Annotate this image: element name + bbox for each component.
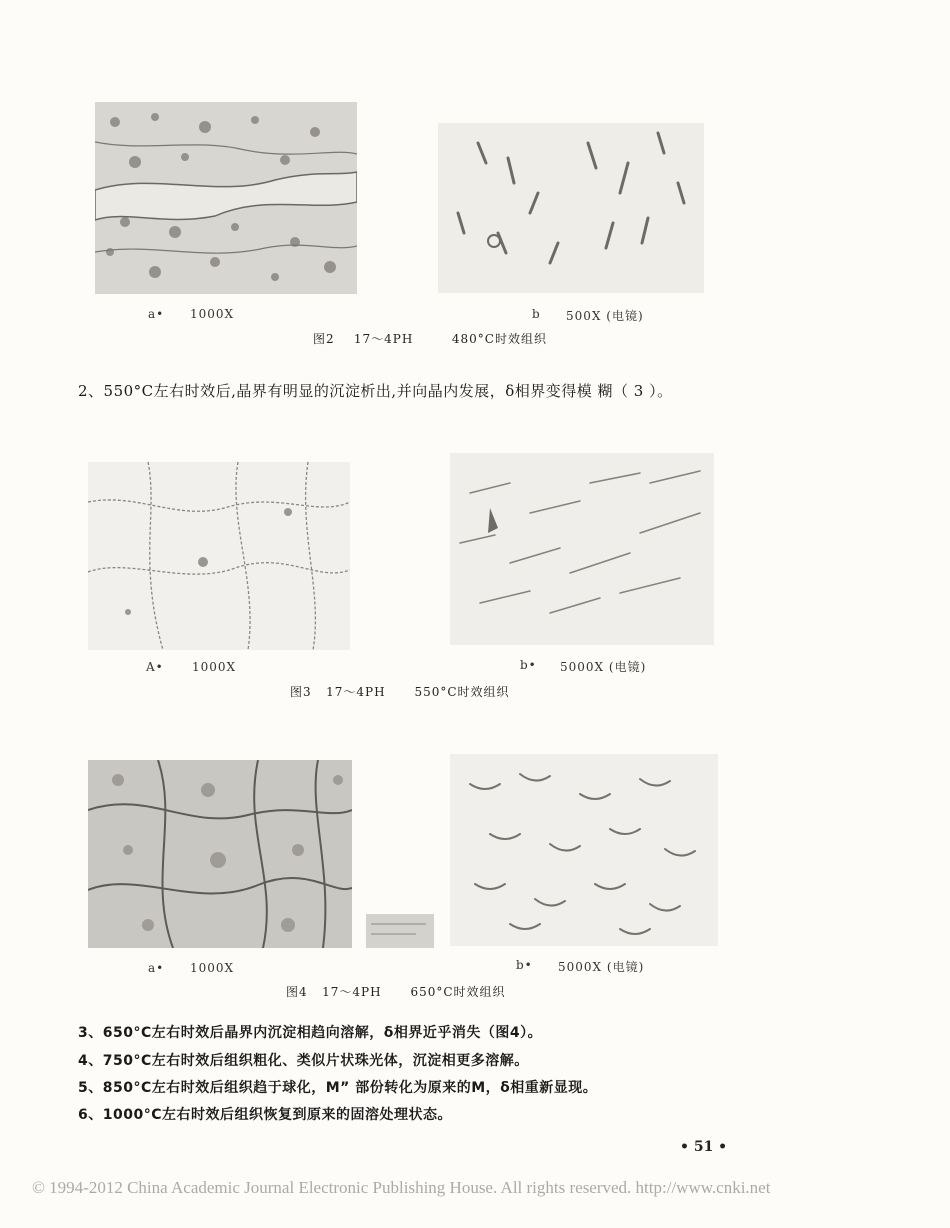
paragraph-5: 5、850°C左右时效后组织趋于球化，M” 部份转化为原来的M，δ相重新显现。 <box>78 1080 598 1096</box>
figure4-mag-a: 1000X <box>190 961 235 975</box>
figure2-label-b: b <box>532 307 541 321</box>
figure3-caption: 图3 17～4PH 550°C时效组织 <box>290 685 510 699</box>
figure3-label-a: A• <box>146 660 164 674</box>
figure3-micrograph-a <box>88 462 350 650</box>
paragraph-4: 4、750°C左右时效后组织粗化、类似片状珠光体，沉淀相更多溶解。 <box>78 1053 529 1069</box>
figure4-label-b: b• <box>516 958 533 972</box>
figure4-mag-b: 5000X (电镜) <box>558 960 645 974</box>
figure4-caption: 图4 17～4PH 650°C时效组织 <box>286 985 506 999</box>
page-number: • 51 • <box>680 1139 728 1155</box>
copyright-footer: © 1994-2012 China Academic Journal Electronic Publishing House. All rights reserved. http://www.cnki.net <box>32 1178 771 1197</box>
paragraph-6: 6、1000°C左右时效后组织恢复到原来的固溶处理状态。 <box>78 1107 452 1123</box>
figure3-mag-b: 5000X (电镜) <box>560 660 647 674</box>
paragraph-2: 2、550°C左右时效后,晶界有明显的沉淀析出,并向晶内发展，δ相界变得模 糊（ 3 ）。 <box>78 382 673 400</box>
figure4-scale-patch <box>366 914 434 948</box>
figure2-label-a: a• <box>148 307 165 321</box>
figure3-label-b: b• <box>520 658 537 672</box>
figure3-mag-a: 1000X <box>192 660 237 674</box>
figure2-micrograph-a <box>95 102 357 294</box>
figure2-mag-a: 1000X <box>190 307 235 321</box>
figure2-caption: 图2 17～4PH 480°C时效组织 <box>313 332 547 346</box>
figure3-micrograph-b <box>450 453 714 645</box>
figure2-micrograph-b <box>438 123 704 293</box>
figure2-mag-b: 500X (电镜) <box>566 309 644 323</box>
figure4-micrograph-b <box>450 754 718 946</box>
figure4-micrograph-a <box>88 760 352 948</box>
figure4-label-a: a• <box>148 961 165 975</box>
paragraph-3: 3、650°C左右时效后晶界内沉淀相趋向溶解，δ相界近乎消失（图4）。 <box>78 1025 543 1041</box>
